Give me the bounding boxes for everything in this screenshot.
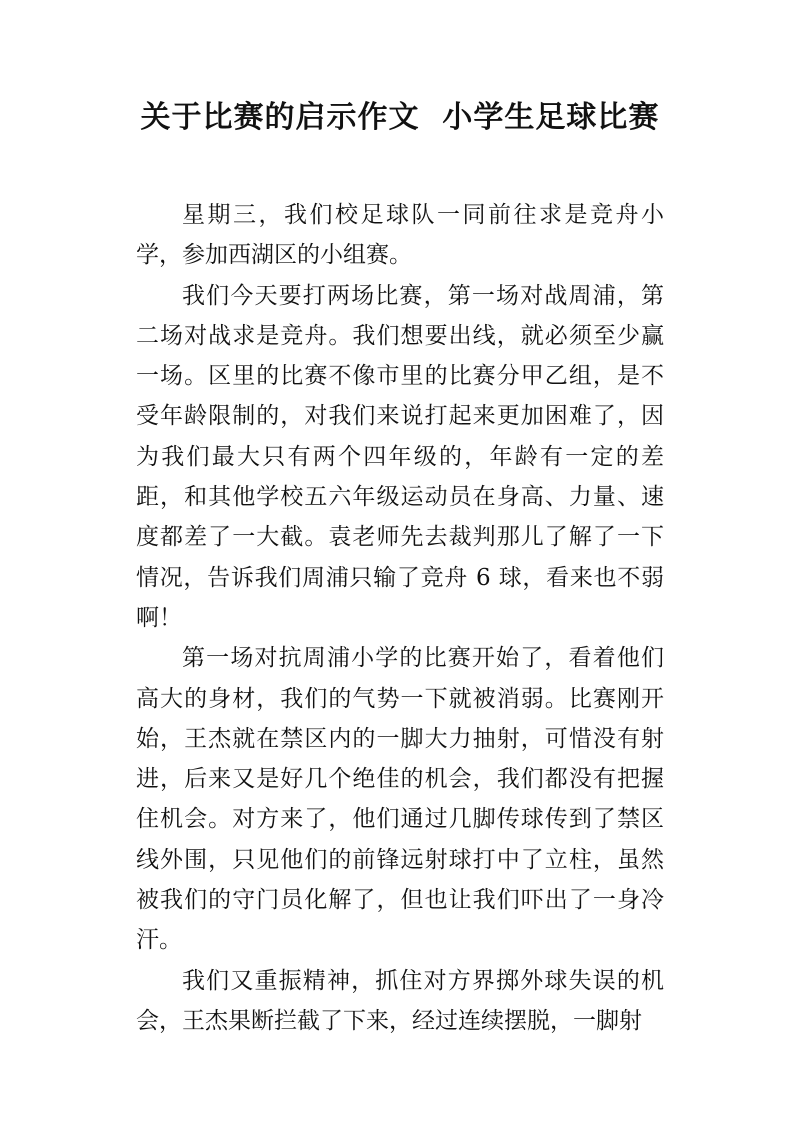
paragraph-3: 第一场对抗周浦小学的比赛开始了，看着他们高大的身材，我们的气势一下就被消弱。比赛刚开始，王杰就在禁区内的一脚大力抽射，可惜没有射进，后来又是好几个绝佳的机会，我们都没有把握住机会。对方来了，他们通过几脚传球传到了禁区线外围，只见他们的前锋远射球打中了立柱，虽然被我们的守门员化解了，但也让我们吓出了一身冷汗。 [136, 645, 664, 954]
document-body [136, 195, 664, 1041]
paragraph-1: 星期三，我们校足球队一同前往求是竞舟小学，参加西湖区的小组赛。 [136, 202, 664, 269]
document-title: 关于比赛的启示作文 小学生足球比赛 [140, 100, 660, 135]
paragraph-4: 我们又重振精神，抓住对方界掷外球失误的机会，王杰果断拦截了下来，经过连续摆脱，一脚射 [136, 967, 664, 1034]
paragraph-2: 我们今天要打两场比赛，第一场对战周浦，第二场对战求是竞舟。我们想要出线，就必须至少赢一场。区里的比赛不像市里的比赛分甲乙组，是不受年龄限制的，对我们来说打起来更加困难了，因为我们最大只有两个四年级的，年龄有一定的差距，和其他学校五六年级运动员在身高、力量、速度都差了一大截。袁老师先去裁判那儿了解了一下情况，告诉我们周浦只输了竞舟 6 球，看来也不弱啊！ [136, 282, 664, 631]
